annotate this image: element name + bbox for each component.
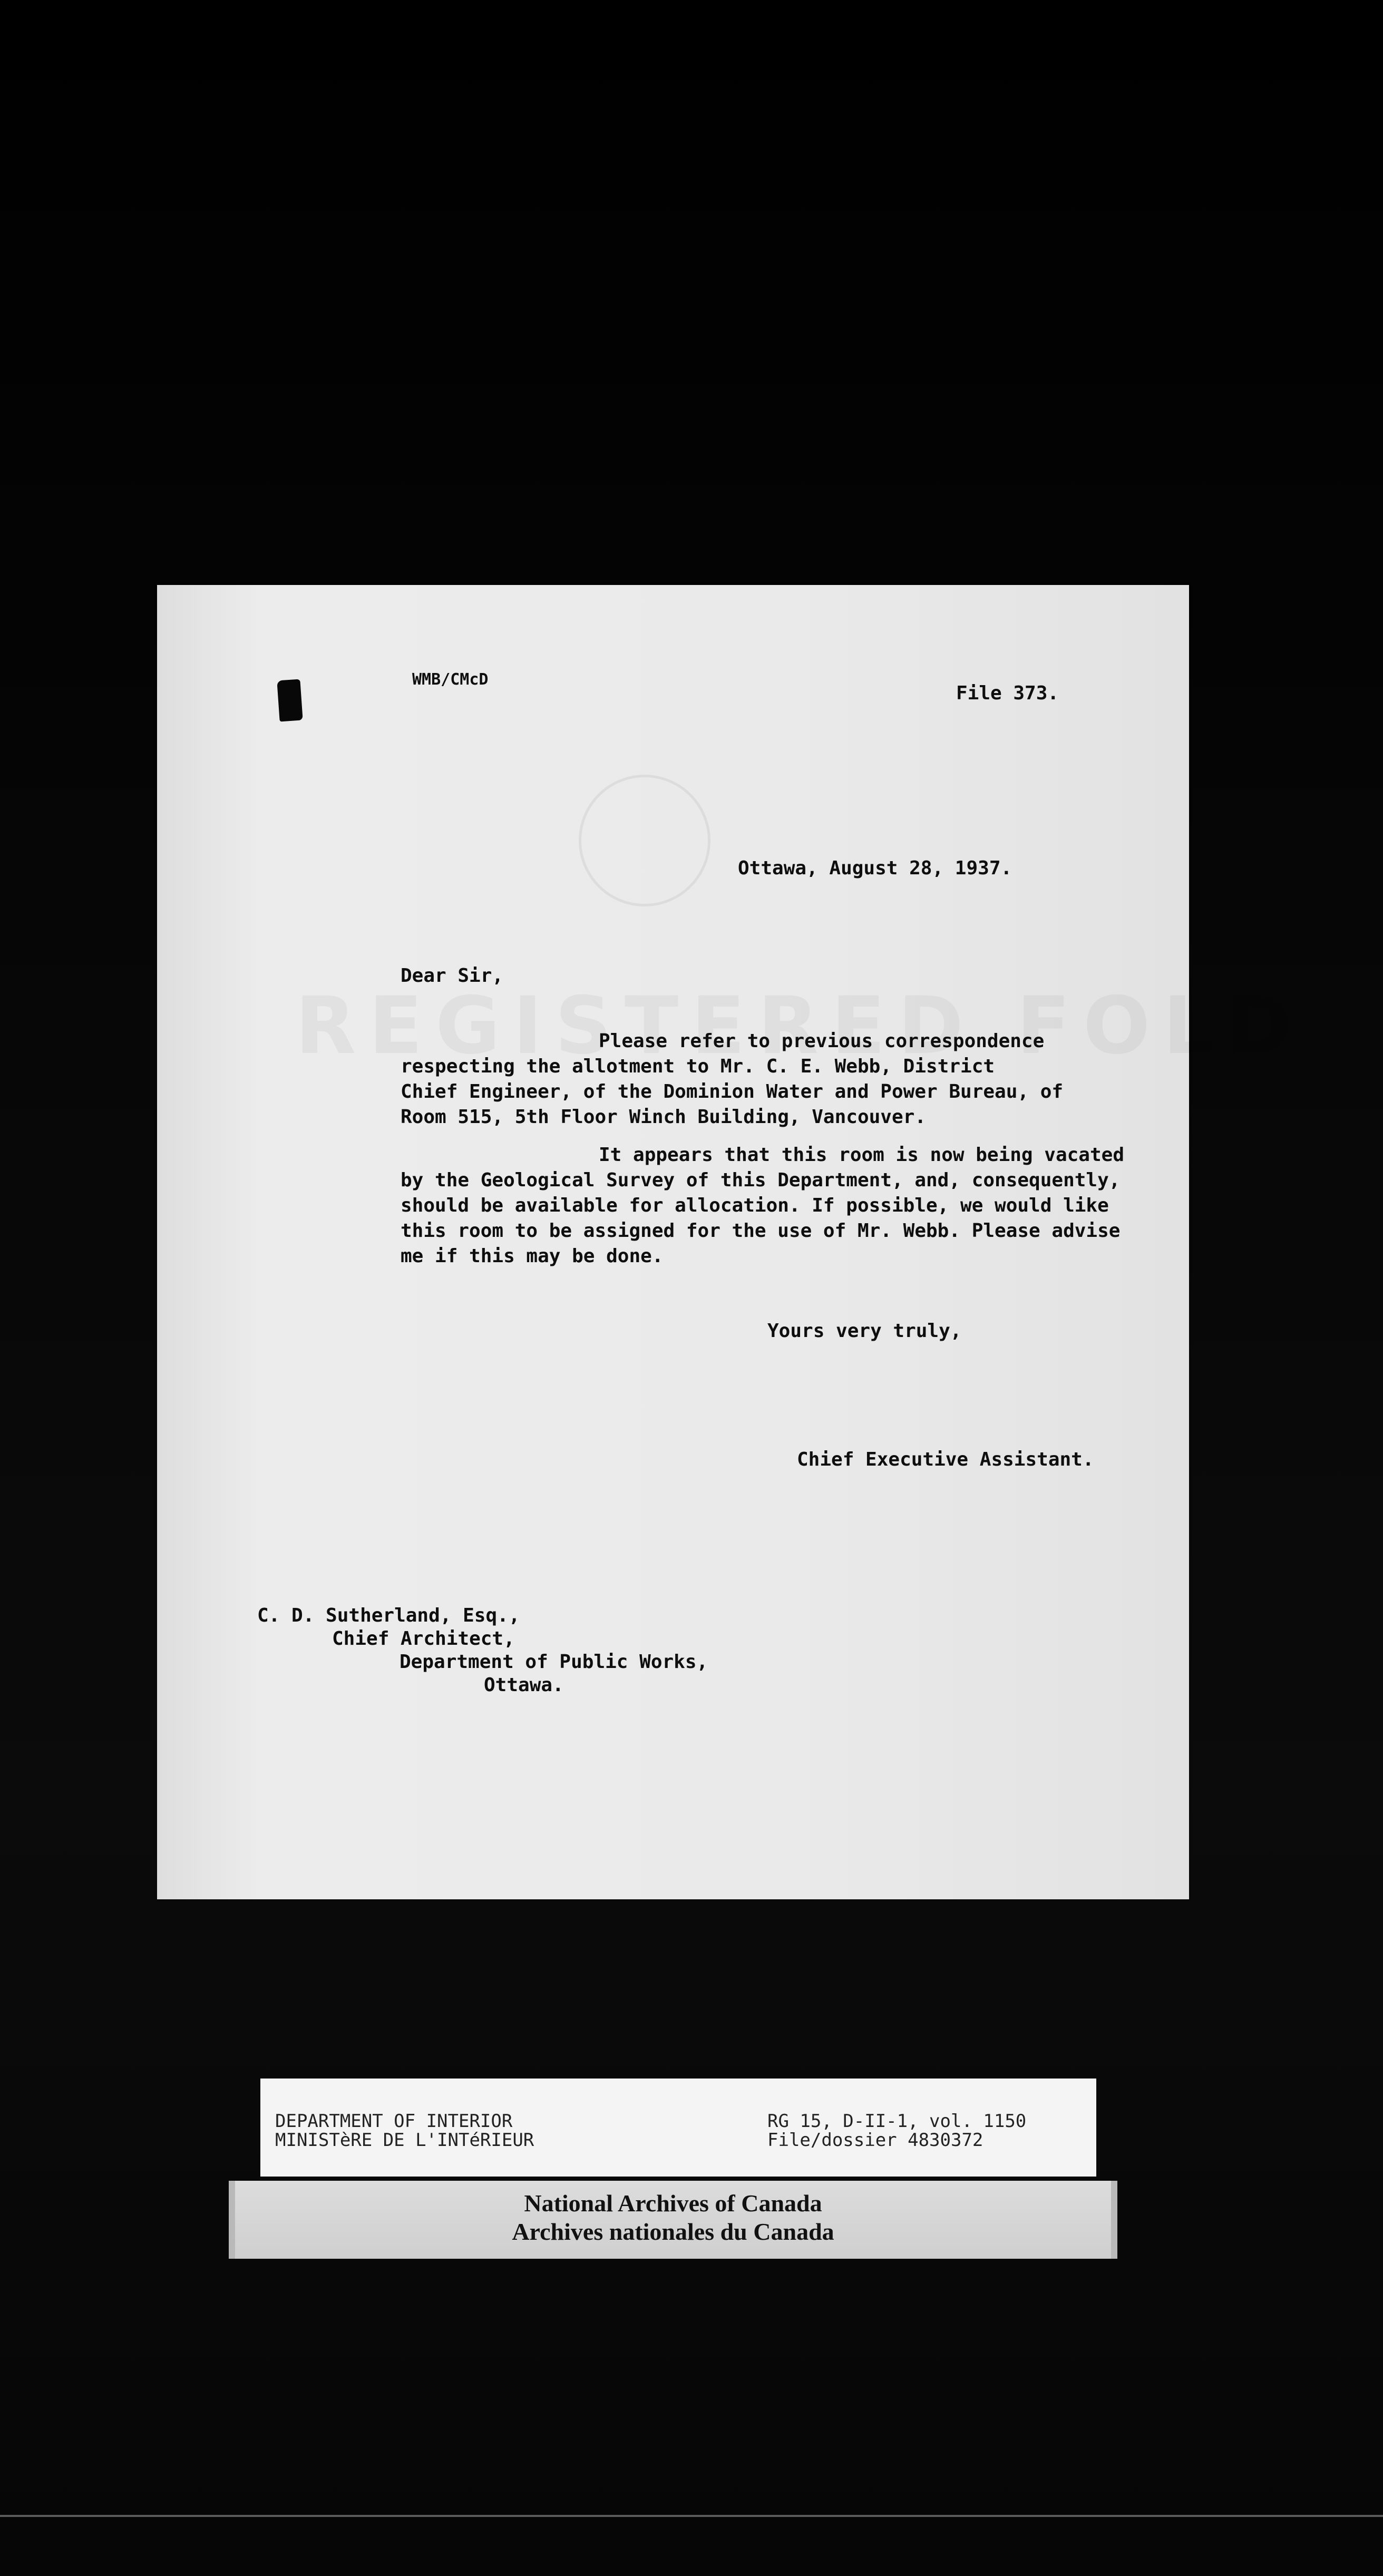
paragraph-2-line: this room to be assigned for the use of Mr. Webb. Please advise xyxy=(401,1220,1121,1242)
paragraph-2-line: It appears that this room is now being vacated xyxy=(599,1144,1124,1166)
paragraph-2-line: should be available for allocation. If possible, we would like xyxy=(401,1195,1109,1216)
faded-stamp-seal xyxy=(579,775,710,906)
addressee-line: C. D. Sutherland, Esq., xyxy=(257,1605,520,1626)
department-french: MINISTèRE DE L'INTéRIEUR xyxy=(275,2130,534,2151)
punch-hole-mark xyxy=(277,679,303,722)
film-edge-line xyxy=(0,2515,1383,2517)
paragraph-2-line: me if this may be done. xyxy=(401,1245,664,1267)
department-english: DEPARTMENT OF INTERIOR xyxy=(275,2111,513,2132)
addressee-line: Chief Architect, xyxy=(332,1628,515,1650)
paragraph-1-line: Room 515, 5th Floor Winch Building, Vancouver. xyxy=(401,1106,926,1128)
paragraph-1-line: Chief Engineer, of the Dominion Water and Power Bureau, of xyxy=(401,1081,1064,1102)
record-group: RG 15, D-II-1, vol. 1150 xyxy=(767,2111,1027,2132)
archival-file-label xyxy=(260,2079,1096,2177)
file-dossier-number: File/dossier 4830372 xyxy=(767,2130,983,2151)
archive-name-french: Archives nationales du Canada xyxy=(512,2218,834,2245)
addressee-line: Department of Public Works, xyxy=(400,1651,708,1673)
paragraph-1-line: Please refer to previous correspondence xyxy=(599,1030,1045,1052)
paragraph-2-line: by the Geological Survey of this Department, and, consequently, xyxy=(401,1169,1121,1191)
salutation: Dear Sir, xyxy=(401,965,504,987)
file-number: File 373. xyxy=(956,682,1059,704)
national-archives-banner xyxy=(229,2181,1117,2259)
addressee-line: Ottawa. xyxy=(484,1674,564,1696)
archive-name-english: National Archives of Canada xyxy=(524,2190,822,2217)
paragraph-1-line: respecting the allotment to Mr. C. E. Webb, District xyxy=(401,1056,995,1077)
reference-initials: WMB/CMcD xyxy=(412,670,489,689)
signature-title: Chief Executive Assistant. xyxy=(797,1449,1094,1470)
closing: Yours very truly, xyxy=(767,1320,962,1342)
letter-date: Ottawa, August 28, 1937. xyxy=(738,857,1012,879)
